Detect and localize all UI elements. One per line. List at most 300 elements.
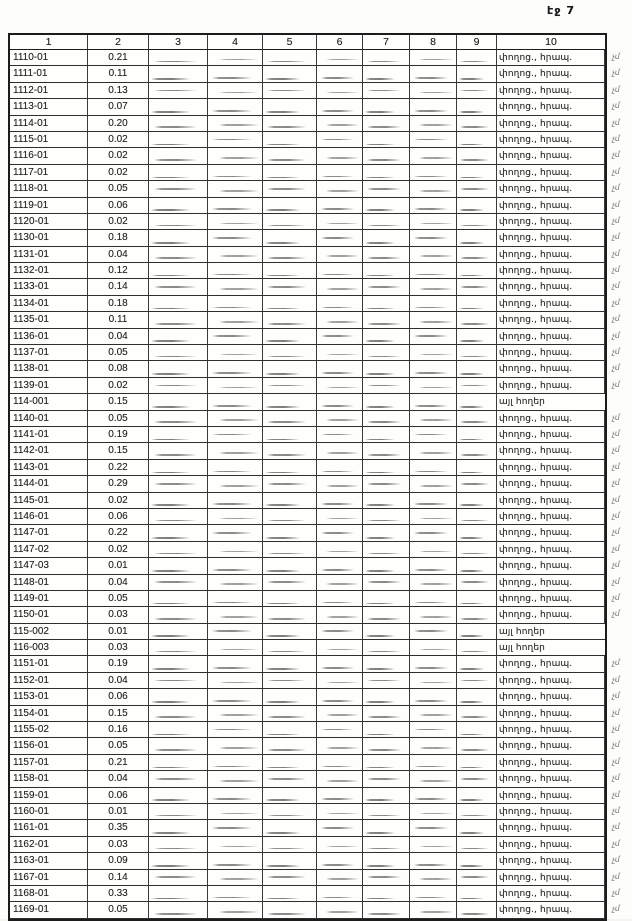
area-value-cell: 0.22 [88, 525, 149, 541]
empty-cell-col3 [149, 296, 208, 312]
empty-cell-col7 [363, 722, 410, 738]
empty-cell-col6 [317, 771, 363, 787]
empty-cell-col5 [263, 640, 317, 656]
empty-cell-col8 [410, 99, 457, 115]
handwritten-margin-mark: չմ [611, 723, 620, 734]
area-value-cell: 0.05 [88, 591, 149, 607]
empty-cell-col8 [410, 706, 457, 722]
empty-cell-col9 [457, 345, 497, 361]
table-row [10, 755, 620, 771]
empty-cell-col5 [263, 722, 317, 738]
empty-cell-col4 [208, 624, 263, 640]
area-value-cell: 0.02 [88, 148, 149, 164]
empty-cell-col4 [208, 296, 263, 312]
empty-cell-col9 [457, 181, 497, 197]
parcel-id-cell: 1116-01 [10, 148, 88, 164]
empty-cell-col3 [149, 788, 208, 804]
empty-cell-col8 [410, 722, 457, 738]
parcel-id-cell: 1117-01 [10, 165, 88, 181]
land-use-cell: փողոց., հրապ. [497, 411, 605, 427]
empty-cell-col5 [263, 476, 317, 492]
empty-cell-col9 [457, 165, 497, 181]
empty-cell-col3 [149, 525, 208, 541]
empty-cell-col7 [363, 476, 410, 492]
empty-cell-col7 [363, 230, 410, 246]
area-value-cell: 0.05 [88, 345, 149, 361]
land-use-cell: փողոց., հրապ. [497, 870, 605, 886]
table-row [10, 820, 620, 836]
empty-cell-col6 [317, 476, 363, 492]
empty-cell-col9 [457, 198, 497, 214]
land-use-cell: փողոց., հրապ. [497, 66, 605, 82]
empty-cell-col7 [363, 804, 410, 820]
handwritten-margin-mark: չմ [611, 264, 620, 275]
empty-cell-col6 [317, 624, 363, 640]
empty-cell-col5 [263, 624, 317, 640]
land-use-cell: այլ հողեր [497, 394, 605, 410]
empty-cell-col5 [263, 181, 317, 197]
empty-cell-col5 [263, 312, 317, 328]
empty-cell-col9 [457, 411, 497, 427]
empty-cell-col5 [263, 247, 317, 263]
empty-cell-col9 [457, 427, 497, 443]
table-row [10, 296, 620, 312]
handwritten-margin-mark: չմ [611, 559, 620, 570]
empty-cell-col4 [208, 50, 263, 66]
empty-cell-col9 [457, 656, 497, 672]
empty-cell-col8 [410, 853, 457, 869]
empty-cell-col9 [457, 689, 497, 705]
empty-cell-col7 [363, 50, 410, 66]
empty-cell-col4 [208, 312, 263, 328]
table-row [10, 230, 620, 246]
empty-cell-col6 [317, 656, 363, 672]
parcel-id-cell: 1144-01 [10, 476, 88, 492]
column-header-3: 3 [149, 35, 208, 50]
empty-cell-col7 [363, 247, 410, 263]
land-use-cell: փողոց., հրապ. [497, 50, 605, 66]
parcel-id-cell: 114-001 [10, 394, 88, 410]
column-header-1: 1 [10, 35, 88, 50]
empty-cell-col6 [317, 509, 363, 525]
handwritten-margin-mark: չմ [611, 477, 620, 488]
table-row [10, 853, 620, 869]
parcel-id-cell: 1163-01 [10, 853, 88, 869]
parcel-id-cell: 1153-01 [10, 689, 88, 705]
land-use-cell: փողոց., հրապ. [497, 378, 605, 394]
empty-cell-col5 [263, 591, 317, 607]
empty-cell-col7 [363, 706, 410, 722]
empty-cell-col4 [208, 788, 263, 804]
parcel-id-cell: 1143-01 [10, 460, 88, 476]
area-value-cell: 0.02 [88, 378, 149, 394]
land-use-cell: փողոց., հրապ. [497, 312, 605, 328]
table-row [10, 706, 620, 722]
table-row [10, 427, 620, 443]
empty-cell-col9 [457, 870, 497, 886]
empty-cell-col4 [208, 755, 263, 771]
empty-cell-col8 [410, 50, 457, 66]
empty-cell-col6 [317, 902, 363, 918]
empty-cell-col6 [317, 673, 363, 689]
parcel-id-cell: 1112-01 [10, 83, 88, 99]
handwritten-margin-mark: չմ [611, 346, 620, 357]
empty-cell-col4 [208, 722, 263, 738]
empty-cell-col8 [410, 476, 457, 492]
empty-cell-col6 [317, 83, 363, 99]
handwritten-margin-mark: չմ [611, 199, 620, 209]
area-value-cell: 0.02 [88, 542, 149, 558]
table-row [10, 378, 620, 394]
area-value-cell: 0.07 [88, 99, 149, 115]
area-value-cell: 0.03 [88, 607, 149, 623]
land-use-cell: փողոց., հրապ. [497, 345, 605, 361]
land-use-cell: փողոց., հրապ. [497, 443, 605, 459]
handwritten-margin-mark: չմ [611, 281, 620, 291]
land-use-cell: փողոց., հրապ. [497, 165, 605, 181]
empty-cell-col8 [410, 558, 457, 574]
handwritten-margin-mark: չմ [611, 51, 620, 62]
area-value-cell: 0.05 [88, 738, 149, 754]
empty-cell-col9 [457, 755, 497, 771]
parcel-id-cell: 1168-01 [10, 886, 88, 902]
empty-cell-col6 [317, 378, 363, 394]
column-header-6: 6 [317, 35, 363, 50]
handwritten-margin-mark: չմ [611, 543, 620, 553]
table-row [10, 902, 620, 918]
column-header-7: 7 [363, 35, 410, 50]
empty-cell-col4 [208, 361, 263, 377]
area-value-cell: 0.08 [88, 361, 149, 377]
empty-cell-col6 [317, 361, 363, 377]
land-use-cell: փողոց., հրապ. [497, 460, 605, 476]
empty-cell-col8 [410, 460, 457, 476]
table-row [10, 132, 620, 148]
empty-cell-col8 [410, 411, 457, 427]
empty-cell-col9 [457, 788, 497, 804]
handwritten-margin-mark: չմ [611, 314, 620, 324]
table-body [10, 50, 620, 919]
empty-cell-col8 [410, 689, 457, 705]
land-use-cell: այլ հողեր [497, 624, 605, 640]
land-use-cell: փողոց., հրապ. [497, 853, 605, 869]
empty-cell-col9 [457, 394, 497, 410]
parcel-id-cell: 1159-01 [10, 788, 88, 804]
parcel-id-cell: 1147-02 [10, 542, 88, 558]
empty-cell-col7 [363, 673, 410, 689]
empty-cell-col8 [410, 296, 457, 312]
table-row [10, 460, 620, 476]
empty-cell-col3 [149, 656, 208, 672]
handwritten-margin-mark: չմ [611, 773, 620, 783]
handwritten-margin-mark: չմ [611, 84, 620, 94]
empty-cell-col9 [457, 99, 497, 115]
empty-cell-col8 [410, 493, 457, 509]
empty-cell-col7 [363, 886, 410, 902]
parcel-id-cell: 1156-01 [10, 738, 88, 754]
empty-cell-col9 [457, 132, 497, 148]
table-row [10, 886, 620, 902]
handwritten-margin-mark: չմ [611, 166, 620, 176]
empty-cell-col8 [410, 820, 457, 836]
empty-cell-col8 [410, 607, 457, 623]
empty-cell-col5 [263, 394, 317, 410]
empty-cell-col6 [317, 247, 363, 263]
empty-cell-col4 [208, 181, 263, 197]
empty-cell-col7 [363, 427, 410, 443]
empty-cell-col6 [317, 820, 363, 836]
land-use-cell: փողոց., հրապ. [497, 247, 605, 263]
parcel-id-cell: 1141-01 [10, 427, 88, 443]
empty-cell-col5 [263, 820, 317, 836]
handwritten-margin-mark: չմ [611, 854, 620, 865]
land-use-cell: փողոց., հրապ. [497, 755, 605, 771]
land-use-cell: փողոց., հրապ. [497, 820, 605, 836]
empty-cell-col6 [317, 66, 363, 82]
empty-cell-col8 [410, 181, 457, 197]
empty-cell-col9 [457, 886, 497, 902]
empty-cell-col4 [208, 886, 263, 902]
land-use-cell: փողոց., հրապ. [497, 279, 605, 295]
empty-cell-col8 [410, 656, 457, 672]
empty-cell-col6 [317, 804, 363, 820]
empty-cell-col4 [208, 804, 263, 820]
empty-cell-col5 [263, 804, 317, 820]
table-header-row [10, 35, 605, 50]
land-use-cell: փողոց., հրապ. [497, 656, 605, 672]
area-value-cell: 0.21 [88, 755, 149, 771]
handwritten-margin-mark: չմ [611, 592, 620, 603]
empty-cell-col4 [208, 460, 263, 476]
empty-cell-col4 [208, 329, 263, 345]
land-parcels-table [8, 33, 620, 921]
empty-cell-col6 [317, 148, 363, 164]
table-row [10, 165, 620, 181]
handwritten-margin-mark: չմ [611, 904, 620, 914]
empty-cell-col3 [149, 214, 208, 230]
empty-cell-col8 [410, 394, 457, 410]
empty-cell-col5 [263, 116, 317, 132]
land-use-cell: փողոց., հրապ. [497, 607, 605, 623]
area-value-cell: 0.04 [88, 575, 149, 591]
empty-cell-col8 [410, 624, 457, 640]
empty-cell-col6 [317, 263, 363, 279]
area-value-cell: 0.05 [88, 902, 149, 918]
empty-cell-col5 [263, 673, 317, 689]
empty-cell-col8 [410, 214, 457, 230]
empty-cell-col5 [263, 755, 317, 771]
column-header-2: 2 [88, 35, 149, 50]
parcel-id-cell: 1119-01 [10, 198, 88, 214]
empty-cell-col8 [410, 804, 457, 820]
parcel-id-cell: 1136-01 [10, 329, 88, 345]
empty-cell-col3 [149, 820, 208, 836]
land-use-cell: փողոց., հրապ. [497, 804, 605, 820]
empty-cell-col4 [208, 230, 263, 246]
empty-cell-col9 [457, 607, 497, 623]
empty-cell-col9 [457, 214, 497, 230]
empty-cell-col5 [263, 83, 317, 99]
area-value-cell: 0.29 [88, 476, 149, 492]
handwritten-margin-mark: չմ [611, 150, 620, 160]
empty-cell-col6 [317, 886, 363, 902]
empty-cell-col7 [363, 394, 410, 410]
empty-cell-col7 [363, 279, 410, 295]
empty-cell-col3 [149, 624, 208, 640]
empty-cell-col4 [208, 673, 263, 689]
empty-cell-col6 [317, 542, 363, 558]
table-row [10, 116, 620, 132]
empty-cell-col9 [457, 230, 497, 246]
table-row [10, 263, 620, 279]
empty-cell-col8 [410, 542, 457, 558]
table-row [10, 656, 620, 672]
handwritten-margin-mark: չմ [611, 609, 620, 619]
parcel-id-cell: 1115-01 [10, 132, 88, 148]
empty-cell-col8 [410, 870, 457, 886]
parcel-id-cell: 1138-01 [10, 361, 88, 377]
empty-cell-col9 [457, 706, 497, 722]
empty-cell-col3 [149, 591, 208, 607]
handwritten-margin-mark: չմ [611, 494, 620, 504]
empty-cell-col8 [410, 591, 457, 607]
land-use-cell: փողոց., հրապ. [497, 116, 605, 132]
land-use-cell: փողոց., հրապ. [497, 591, 605, 607]
empty-cell-col5 [263, 870, 317, 886]
area-value-cell: 0.06 [88, 689, 149, 705]
empty-cell-col5 [263, 558, 317, 574]
land-use-cell: փողոց., հրապ. [497, 214, 605, 230]
empty-cell-col3 [149, 722, 208, 738]
parcel-id-cell: 1158-01 [10, 771, 88, 787]
land-use-cell: փողոց., հրապ. [497, 230, 605, 246]
empty-cell-col7 [363, 853, 410, 869]
handwritten-margin-mark: չմ [611, 740, 620, 750]
empty-cell-col9 [457, 902, 497, 918]
empty-cell-col7 [363, 493, 410, 509]
empty-cell-col4 [208, 640, 263, 656]
land-use-cell: փողոց., հրապ. [497, 706, 605, 722]
empty-cell-col3 [149, 116, 208, 132]
table-row [10, 247, 620, 263]
table-row [10, 575, 620, 591]
table-row [10, 181, 620, 197]
empty-cell-col9 [457, 820, 497, 836]
table-row [10, 361, 620, 377]
empty-cell-col4 [208, 542, 263, 558]
land-use-cell: փողոց., հրապ. [497, 837, 605, 853]
empty-cell-col6 [317, 591, 363, 607]
empty-cell-col8 [410, 788, 457, 804]
handwritten-margin-mark: չմ [611, 330, 620, 340]
empty-cell-col5 [263, 263, 317, 279]
empty-cell-col7 [363, 378, 410, 394]
empty-cell-col6 [317, 575, 363, 591]
empty-cell-col8 [410, 837, 457, 853]
empty-cell-col3 [149, 83, 208, 99]
empty-cell-col5 [263, 460, 317, 476]
empty-cell-col5 [263, 50, 317, 66]
empty-cell-col9 [457, 575, 497, 591]
empty-cell-col6 [317, 460, 363, 476]
handwritten-margin-mark: չմ [611, 756, 620, 766]
empty-cell-col9 [457, 247, 497, 263]
land-use-cell: փողոց., հրապ. [497, 99, 605, 115]
empty-cell-col5 [263, 361, 317, 377]
empty-cell-col7 [363, 771, 410, 787]
handwritten-margin-mark: չմ [611, 576, 620, 586]
empty-cell-col3 [149, 66, 208, 82]
parcel-id-cell: 1110-01 [10, 50, 88, 66]
empty-cell-col8 [410, 165, 457, 181]
land-use-cell: փողոց., հրապ. [497, 132, 605, 148]
empty-cell-col9 [457, 525, 497, 541]
empty-cell-col9 [457, 279, 497, 295]
parcel-id-cell: 1142-01 [10, 443, 88, 459]
land-use-cell: փողոց., հրապ. [497, 886, 605, 902]
area-value-cell: 0.04 [88, 771, 149, 787]
empty-cell-col8 [410, 902, 457, 918]
empty-cell-col5 [263, 345, 317, 361]
handwritten-margin-mark: չմ [611, 215, 620, 226]
empty-cell-col6 [317, 607, 363, 623]
area-value-cell: 0.06 [88, 788, 149, 804]
area-value-cell: 0.09 [88, 853, 149, 869]
empty-cell-col3 [149, 542, 208, 558]
table-row [10, 99, 620, 115]
empty-cell-col7 [363, 624, 410, 640]
empty-cell-col9 [457, 591, 497, 607]
table-row [10, 493, 620, 509]
empty-cell-col6 [317, 443, 363, 459]
area-value-cell: 0.21 [88, 50, 149, 66]
land-use-cell: փողոց., հրապ. [497, 558, 605, 574]
empty-cell-col7 [363, 411, 410, 427]
area-value-cell: 0.11 [88, 66, 149, 82]
empty-cell-col4 [208, 66, 263, 82]
table-row [10, 509, 620, 525]
empty-cell-col3 [149, 165, 208, 181]
empty-cell-col9 [457, 673, 497, 689]
empty-cell-col3 [149, 345, 208, 361]
table-row [10, 279, 620, 295]
parcel-id-cell: 1152-01 [10, 673, 88, 689]
handwritten-margin-mark: չմ [611, 445, 620, 455]
handwritten-margin-mark: չմ [611, 805, 620, 816]
area-value-cell: 0.14 [88, 279, 149, 295]
parcel-id-cell: 1146-01 [10, 509, 88, 525]
parcel-id-cell: 1133-01 [10, 279, 88, 295]
empty-cell-col5 [263, 296, 317, 312]
empty-cell-col6 [317, 329, 363, 345]
empty-cell-col9 [457, 853, 497, 869]
empty-cell-col5 [263, 837, 317, 853]
empty-cell-col7 [363, 689, 410, 705]
empty-cell-col5 [263, 165, 317, 181]
empty-cell-col5 [263, 198, 317, 214]
empty-cell-col7 [363, 755, 410, 771]
handwritten-margin-mark: չմ [611, 461, 620, 471]
area-value-cell: 0.04 [88, 673, 149, 689]
area-value-cell: 0.19 [88, 656, 149, 672]
land-use-cell: փողոց., հրապ. [497, 427, 605, 443]
empty-cell-col4 [208, 214, 263, 230]
empty-cell-col7 [363, 132, 410, 148]
empty-cell-col6 [317, 394, 363, 410]
area-value-cell: 0.35 [88, 820, 149, 836]
parcel-id-cell: 115-002 [10, 624, 88, 640]
empty-cell-col3 [149, 771, 208, 787]
